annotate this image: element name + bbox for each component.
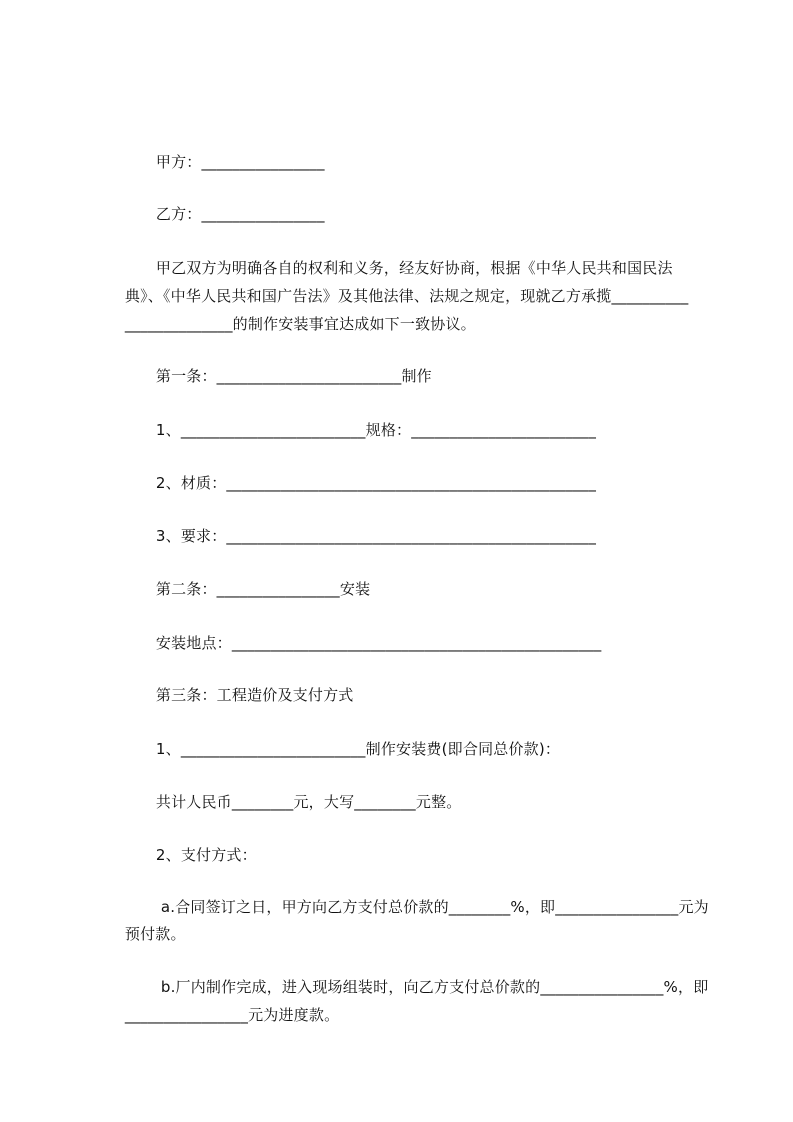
article-2-location [136, 613, 793, 673]
party-b-text: 乙方：________________ [155, 205, 325, 223]
payment-a-text-1: a.合同签订之日，甲方向乙方支付总价款的________%，即________________元为 [155, 898, 709, 916]
party-a-line [136, 132, 793, 192]
article-3-total-text: 共计人民币________元，大写________元整。 [155, 793, 462, 811]
article-1-item-2 [136, 453, 793, 513]
article-3-item-1-text: 1、________________________制作安装费(即合同总价款)： [155, 740, 561, 758]
article-1-item-2-text: 2、材质：________________________________________________ [155, 474, 597, 492]
intro-text-1: 甲乙双方为明确各自的权利和义务，经友好协商，根据《中华人民共和国民法 [155, 259, 673, 277]
article-3-item-1 [136, 719, 793, 779]
intro-text-2: 典》、《中华人民共和国广告法》及其他法律、法规之规定，现就乙方承揽__________ [124, 287, 689, 305]
article-3-title-text: 第三条：工程造价及支付方式 [155, 686, 354, 704]
article-2-location-text: 安装地点：________________________________________________ [155, 634, 602, 652]
article-1-title-text: 第一条：________________________制作 [155, 367, 432, 385]
article-1-title [136, 346, 793, 406]
intro-text-3: ______________的制作安装事宜达成如下一致协议。 [124, 315, 476, 333]
article-3-item-2-text: 2、支付方式： [155, 846, 257, 864]
article-1-item-1 [136, 400, 793, 460]
party-a-text: 甲方：________________ [155, 153, 325, 171]
article-2-title-text: 第二条：________________安装 [155, 580, 371, 598]
intro-line-3 [105, 294, 793, 354]
payment-b-text-1: b.厂内制作完成，进入现场组装时，向乙方支付总价款的________________%，即 [155, 978, 709, 996]
article-3-title [136, 665, 793, 725]
article-3-total [136, 772, 793, 832]
article-1-item-3-text: 3、要求：________________________________________________ [155, 527, 597, 545]
article-3-item-2 [136, 825, 793, 885]
payment-b-line-2 [105, 985, 793, 1045]
payment-a-text-2: 预付款。 [124, 925, 186, 943]
party-b-line [136, 184, 793, 244]
article-1-item-1-text: 1、________________________规格：________________________ [155, 421, 597, 439]
article-1-item-3 [136, 506, 793, 566]
payment-b-text-2: ________________元为进度款。 [124, 1006, 340, 1024]
article-2-title [136, 559, 793, 619]
payment-a-line-2 [105, 904, 793, 964]
